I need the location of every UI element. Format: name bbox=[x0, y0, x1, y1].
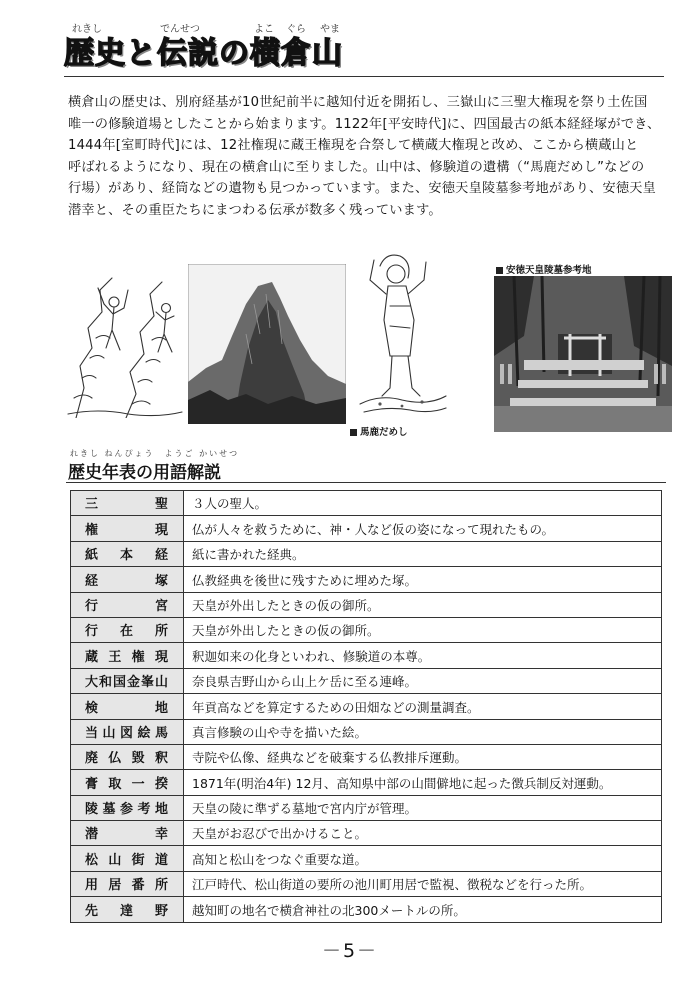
glossary-row bbox=[71, 770, 662, 795]
glossary-definition: 江戸時代、松山街道の要所の池川町用居で監視、徴税などを行った所。 bbox=[184, 871, 662, 896]
glossary-row bbox=[71, 567, 662, 592]
title-ruby-rekishi: れきし bbox=[72, 24, 102, 35]
caption-bullet bbox=[496, 267, 503, 274]
title-ruby-yama: やま bbox=[320, 24, 340, 35]
glossary-term: 行宮 bbox=[71, 592, 184, 617]
title-ruby-densetsu: でんせつ bbox=[160, 24, 200, 35]
title-ruby bbox=[64, 20, 343, 34]
glossary-row bbox=[71, 871, 662, 896]
glossary-row bbox=[71, 617, 662, 642]
tomb-site-photo bbox=[494, 276, 672, 432]
glossary-definition: 紙に書かれた経典。 bbox=[184, 541, 662, 566]
glossary-row bbox=[71, 643, 662, 668]
glossary-term: 当山図絵馬 bbox=[71, 719, 184, 744]
glossary-definition: 年貢高などを算定するための田畑などの測量調査。 bbox=[184, 694, 662, 719]
title-ruby-yoko: よこ bbox=[254, 24, 274, 35]
glossary-definition: 1871年(明治4年) 12月、高知県中部の山間僻地に起った徴兵制反対運動。 bbox=[184, 770, 662, 795]
glossary-definition: 寺院や仏像、経典などを破棄する仏教排斥運動。 bbox=[184, 744, 662, 769]
glossary-row bbox=[71, 516, 662, 541]
glossary-row bbox=[71, 541, 662, 566]
intro-line: 唯一の修験道場としたことから始まります。1122年[平安時代]に、四国最古の紙本経経塚ができ、 bbox=[68, 116, 661, 132]
glossary-row bbox=[71, 795, 662, 820]
glossary-term: 蔵王権現 bbox=[71, 643, 184, 668]
glossary-row bbox=[71, 491, 662, 516]
glossary-term: 経塚 bbox=[71, 567, 184, 592]
glossary-row bbox=[71, 694, 662, 719]
glossary-row bbox=[71, 668, 662, 693]
glossary-definition: 釈迦如来の化身といわれ、修験道の本尊。 bbox=[184, 643, 662, 668]
glossary-row bbox=[71, 821, 662, 846]
intro-line: 横倉山の歴史は、別府経基が10世紀前半に越知付近を開拓し、三嶽山に三聖大権現を祭り土佐国 bbox=[68, 95, 648, 110]
glossary-definition: 高知と松山をつなぐ重要な道。 bbox=[184, 846, 662, 871]
tomb-caption bbox=[496, 262, 592, 276]
cliff-caption-text: 馬鹿だめし bbox=[360, 427, 408, 438]
glossary-definition: 天皇がお忍びで出かけること。 bbox=[184, 821, 662, 846]
glossary-heading-ruby: れきし ねんぴょう ようご かいせつ bbox=[70, 449, 240, 458]
glossary-term: 陵墓参考地 bbox=[71, 795, 184, 820]
glossary-term: 松山街道 bbox=[71, 846, 184, 871]
intro-line: 行場）があり、経筒などの遺物も見つかっています。また、安徳天皇陵墓参考地があり、安徳天皇 bbox=[68, 181, 656, 196]
glossary-term: 膏取一揆 bbox=[71, 770, 184, 795]
glossary-term: 用居番所 bbox=[71, 871, 184, 896]
tomb-caption-text: 安徳天皇陵墓参考地 bbox=[506, 265, 592, 276]
glossary-term: 潜幸 bbox=[71, 821, 184, 846]
glossary-table bbox=[70, 490, 662, 923]
title-ruby-gura: ぐら bbox=[286, 24, 306, 35]
glossary-definition: 天皇の陵に準ずる墓地で宮内庁が管理。 bbox=[184, 795, 662, 820]
intro-line: 1444年[室町時代]には、12社権現に蔵王権現を合祭して横蔵大権現と改め、ここから横蔵山と bbox=[68, 138, 639, 153]
glossary-row bbox=[71, 744, 662, 769]
standing-figure-illustration bbox=[350, 236, 450, 416]
climbers-illustration bbox=[66, 268, 184, 418]
glossary-row bbox=[71, 846, 662, 871]
glossary-row bbox=[71, 719, 662, 744]
glossary-row bbox=[71, 592, 662, 617]
glossary-definition: 仏教経典を後世に残すために埋めた塚。 bbox=[184, 567, 662, 592]
glossary-term: 権現 bbox=[71, 516, 184, 541]
title-underline bbox=[64, 76, 664, 77]
glossary-term: 大和国金峯山 bbox=[71, 668, 184, 693]
glossary-definition: 天皇が外出したときの仮の御所。 bbox=[184, 592, 662, 617]
glossary-definition: 奈良県吉野山から山上ケ岳に至る連峰。 bbox=[184, 668, 662, 693]
glossary-definition: 越知町の地名で横倉神社の北300メートルの所。 bbox=[184, 897, 662, 922]
intro-line: 呼ばれるようになり、現在の横倉山に至りました。山中は、修験道の遺構（“馬鹿だめし”などの bbox=[68, 159, 645, 175]
caption-bullet bbox=[350, 429, 357, 436]
title-block bbox=[64, 20, 343, 74]
page-title: 歴史と伝説の横倉山 bbox=[64, 36, 343, 71]
glossary-definition: ３人の聖人。 bbox=[184, 491, 662, 516]
glossary-heading-underline bbox=[66, 482, 666, 483]
glossary-term: 三聖 bbox=[71, 491, 184, 516]
glossary-heading: 歴史年表の用語解説 bbox=[68, 463, 221, 483]
glossary-table-body bbox=[71, 491, 662, 923]
glossary-term: 紙本経 bbox=[71, 541, 184, 566]
glossary-row bbox=[71, 897, 662, 922]
glossary-term: 先達野 bbox=[71, 897, 184, 922]
intro-line: 潜幸と、その重臣たちにまつわる伝承が数多く残っています。 bbox=[68, 202, 442, 218]
glossary-term: 検地 bbox=[71, 694, 184, 719]
glossary-definition: 真言修験の山や寺を描いた絵。 bbox=[184, 719, 662, 744]
page-number: －5－ bbox=[321, 940, 379, 962]
glossary-term: 行在所 bbox=[71, 617, 184, 642]
glossary-definition: 天皇が外出したときの仮の御所。 bbox=[184, 617, 662, 642]
intro-paragraph bbox=[68, 92, 668, 221]
cliff-caption bbox=[350, 424, 408, 438]
rocky-peak-photo bbox=[188, 264, 346, 424]
glossary-definition: 仏が人々を救うために、神・人など仮の姿になって現れたもの。 bbox=[184, 516, 662, 541]
glossary-term: 廃仏毀釈 bbox=[71, 744, 184, 769]
